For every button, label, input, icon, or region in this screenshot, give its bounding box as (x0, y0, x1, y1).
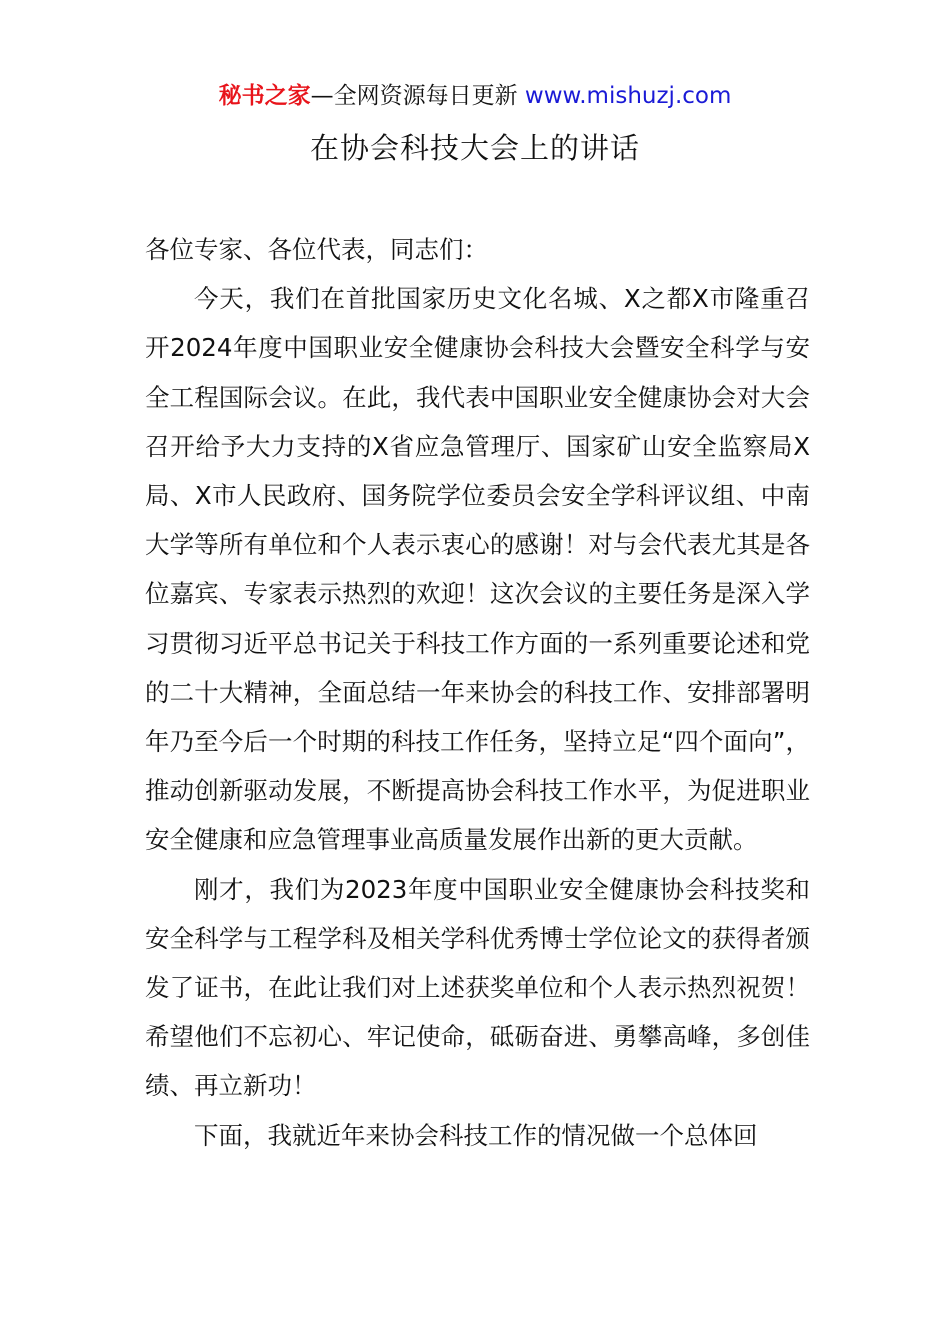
site-url[interactable]: www.mishuzj.com (524, 83, 732, 109)
paragraph-review: 下面，我就近年来协会科技工作的情况做一个总体回 (194, 1120, 758, 1150)
document-title: 在协会科技大会上的讲话 (309, 131, 640, 165)
header-tagline: —全网资源每日更新 (310, 83, 525, 109)
document-body (145, 225, 810, 1160)
paragraph-awards: 刚才，我们为2023年度中国职业安全健康协会科技奖和安全科学与工程学科及相关学科优秀博士学位论文的获得者颁发了证书，在此让我们对上述获奖单位和个人表示热烈祝贺！希望他们不忘初心、牢记使命，砥砺奋进、勇攀高峰，多创佳绩、再立新功！ (145, 874, 810, 1101)
paragraph-opening: 今天，我们在首批国家历史文化名城、X之都X市隆重召开2024年度中国职业安全健康协会科技大会暨安全科学与安全工程国际会议。在此，我代表中国职业安全健康协会对大会召开给予大力支持的X省应急管理厅、国家矿山安全监察局X局、X市人民政府、国务院学位委员会安全学科评议组、中南大学等所有单位和个人表示衷心的感谢！对与会代表尤其是各位嘉宾、专家表示热烈的欢迎！这次会议的主要任务是深入学习贯彻习近平总书记关于科技工作方面的一系列重要论述和党的二十大精神，全面总结一年来协会的科技工作、安排部署明年乃至今后一个时期的科技工作任务，坚持立足“四个面向”，推动创新驱动发展，不断提高协会科技工作水平，为促进职业安全健康和应急管理事业高质量发展作出新的更大贡献。 (145, 284, 810, 855)
salutation: 各位专家、各位代表，同志们： (145, 235, 488, 264)
brand-name: 秘书之家 (218, 83, 311, 109)
site-header (0, 80, 950, 112)
